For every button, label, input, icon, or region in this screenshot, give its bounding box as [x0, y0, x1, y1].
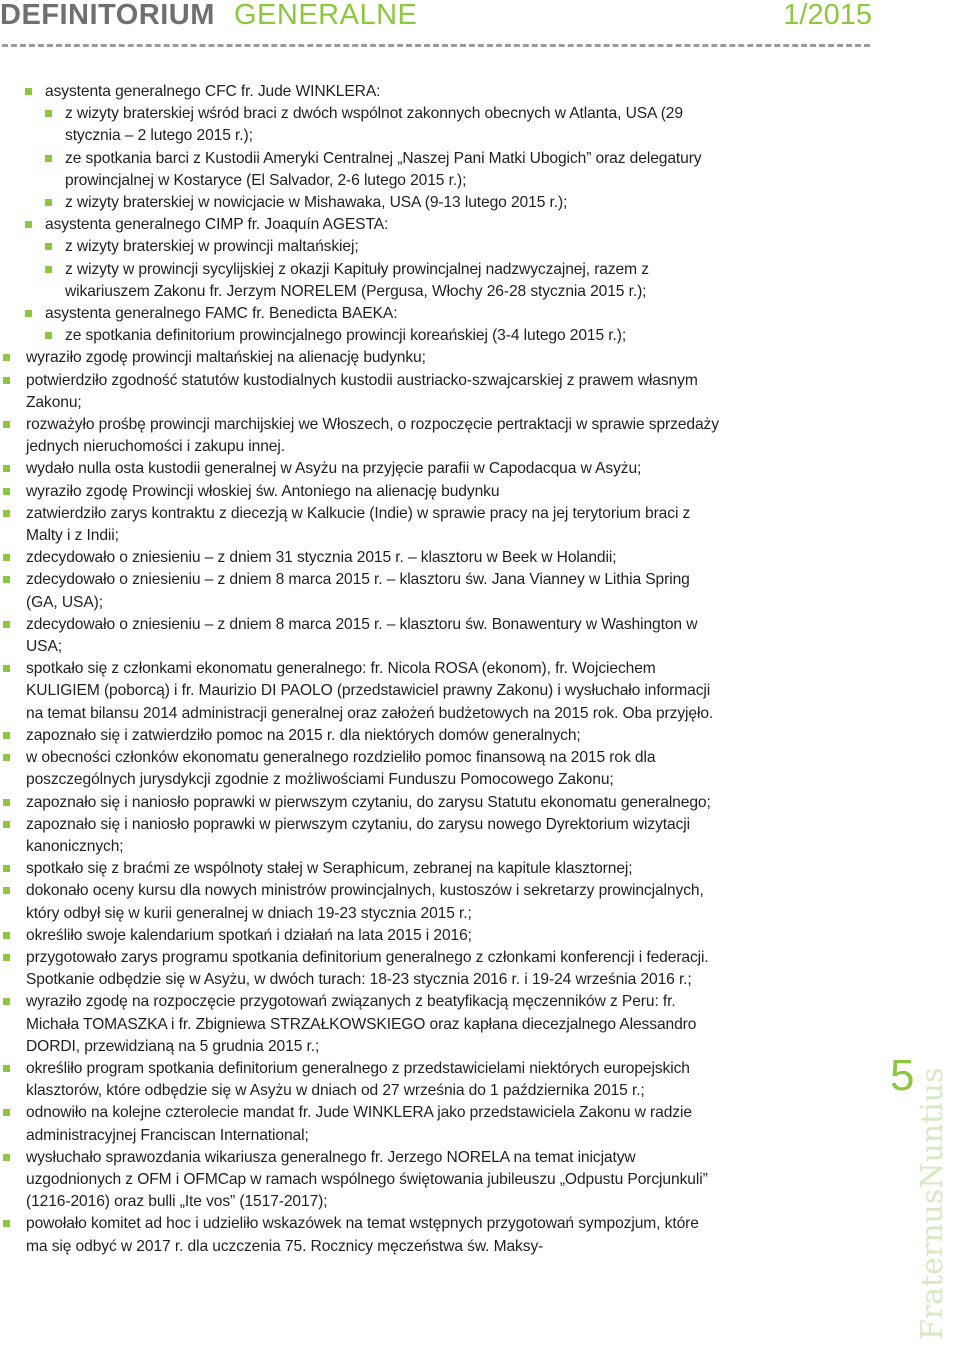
issue-number: 1/2015 — [783, 0, 872, 31]
list-item: określiło swoje kalendarium spotkań i działań na lata 2015 i 2016; — [0, 925, 720, 947]
list-item: w obecności członków ekonomatu generalnego rozdzieliło pomoc finansową na 2015 rok dla poszczególnych jurysdykcji zgodnie z możliwościami Funduszu Pomocowego Zakonu; — [0, 747, 720, 791]
list-item: wyraziło zgodę prowincji maltańskiej na alienację budynku; — [0, 347, 720, 369]
list-item: ze spotkania definitorium prowincjalnego prowincji koreańskiej (3-4 lutego 2015 r.); — [0, 325, 720, 347]
article-body — [0, 81, 720, 1258]
list-item: spotkało się z członkami ekonomatu generalnego: fr. Nicola ROSA (ekonom), fr. Wojciechem KULIGIEM (poborcą) i fr. Maurizio DI PAOLO (przedstawiciel prawny Zakonu) i wysłuchało informacji na temat bilansu 2014 administracji generalnej oraz założeń budżetowych na 2015 rok. Oba przyjęło. — [0, 658, 720, 725]
list-item: zapoznało się i zatwierdziło pomoc na 2015 r. dla niektórych domów generalnych; — [0, 725, 720, 747]
list-item: spotkało się z braćmi ze wspólnoty stałej w Seraphicum, zebranej na kapitule klasztornej; — [0, 858, 720, 880]
list-item: przygotowało zarys programu spotkania definitorium generalnego z członkami konferencji i federacji. Spotkanie odbędzie się w Asyżu, w dwóch turach: 18-23 stycznia 2016 r. i 19-24 września 2016 r.; — [0, 947, 720, 991]
list-item: odnowiło na kolejne czterolecie mandat fr. Jude WINKLERA jako przedstawiciela Zakonu w radzie administracyjnej Franciscan International; — [0, 1102, 720, 1146]
list-item: wyraziło zgodę Prowincji włoskiej św. Antoniego na alienację budynku — [0, 481, 720, 503]
list-item: zapoznało się i naniosło poprawki w pierwszym czytaniu, do zarysu Statutu ekonomatu generalnego; — [0, 792, 720, 814]
list-item: ze spotkania barci z Kustodii Ameryki Centralnej „Naszej Pani Matki Ubogich” oraz delegatury prowincjalnej w Kostaryce (El Salvador, 2-6 lutego 2015 r.); — [0, 148, 720, 192]
list-item: rozważyło prośbę prowincji marchijskiej we Włoszech, o rozpoczęcie pertraktacji w sprawie sprzedaży jednych nieruchomości i zakupu innej. — [0, 414, 720, 458]
list-item: z wizyty braterskiej wśród braci z dwóch wspólnot zakonnych obecnych w Atlanta, USA (29 stycznia – 2 lutego 2015 r.); — [0, 103, 720, 147]
list-item: asystenta generalnego CFC fr. Jude WINKLERA: — [0, 81, 720, 103]
list-item: powołało komitet ad hoc i udzieliło wskazówek na temat wstępnych przygotowań sympozjum, które ma się odbyć w 2017 r. dla uczczenia 75. Rocznicy męczeństwa św. Maksy- — [0, 1213, 720, 1257]
list-item: wydało nulla osta kustodii generalnej w Asyżu na przyjęcie parafii w Capodacqua w Asyżu; — [0, 458, 720, 480]
page-sidebar — [880, 1040, 950, 1340]
list-item: z wizyty braterskiej w nowicjacie w Mishawaka, USA (9-13 lutego 2015 r.); — [0, 192, 720, 214]
page-number: 5 — [890, 1051, 915, 1100]
list-item: zatwierdziło zarys kontraktu z diecezją w Kalkucie (Indie) w sprawie pracy na jej terytorium braci z Malty i z Indii; — [0, 503, 720, 547]
list-item: określiło program spotkania definitorium generalnego z przedstawicielami niektórych europejskich klasztorów, które odbędzie się w Asyżu w dniach od 27 września do 1 października 2015 r.; — [0, 1058, 720, 1102]
magazine-logo: FraternusNuntius — [915, 1067, 950, 1340]
list-item: potwierdziło zgodność statutów kustodialnych kustodii austriacko-szwajcarskiej z prawem własnym Zakonu; — [0, 370, 720, 414]
list-item: zdecydowało o zniesieniu – z dniem 8 marca 2015 r. – klasztoru św. Bonawentury w Washington w USA; — [0, 614, 720, 658]
list-item: z wizyty braterskiej w prowincji maltańskiej; — [0, 236, 720, 258]
list-item: dokonało oceny kursu dla nowych ministrów prowincjalnych, kustoszów i sekretarzy prowincjalnych, który odbył się w kurii generalnej w dniach 19-23 stycznia 2015 r.; — [0, 880, 720, 924]
list-item: zdecydowało o zniesieniu – z dniem 31 stycznia 2015 r. – klasztoru w Beek w Holandii; — [0, 547, 720, 569]
list-item: zdecydowało o zniesieniu – z dniem 8 marca 2015 r. – klasztoru św. Jana Vianney w Lithia Spring (GA, USA); — [0, 569, 720, 613]
section-subtitle: GENERALNE — [234, 0, 418, 31]
header-divider — [2, 44, 870, 47]
page-header — [0, 0, 960, 50]
list-item: asystenta generalnego FAMC fr. Benedicta BAEKA: — [0, 303, 720, 325]
section-title: DEFINITORIUM — [0, 0, 215, 31]
list-item: asystenta generalnego CIMP fr. Joaquín AGESTA: — [0, 214, 720, 236]
list-item: wyraziło zgodę na rozpoczęcie przygotowań związanych z beatyfikacją męczenników z Peru: fr. Michała TOMASZKA i fr. Zbigniewa STRZAŁKOWSKIEGO oraz kapłana diecezjalnego Alessandro DORDI, przewidzianą na 5 grudnia 2015 r.; — [0, 991, 720, 1058]
list-item: zapoznało się i naniosło poprawki w pierwszym czytaniu, do zarysu nowego Dyrektorium wizytacji kanonicznych; — [0, 814, 720, 858]
list-item: wysłuchało sprawozdania wikariusza generalnego fr. Jerzego NORELA na temat inicjatyw uzgodnionych z OFM i OFMCap w ramach wspólnego świętowania jubileuszu „Odpustu Porcjunkuli” (1216-2016) oraz bulli „Ite vos” (1517-2017); — [0, 1147, 720, 1214]
list-item: z wizyty w prowincji sycylijskiej z okazji Kapituły prowincjalnej nadzwyczajnej, razem z wikariuszem Zakonu fr. Jerzym NORELEM (Pergusa, Włochy 26-28 stycznia 2015 r.); — [0, 259, 720, 303]
